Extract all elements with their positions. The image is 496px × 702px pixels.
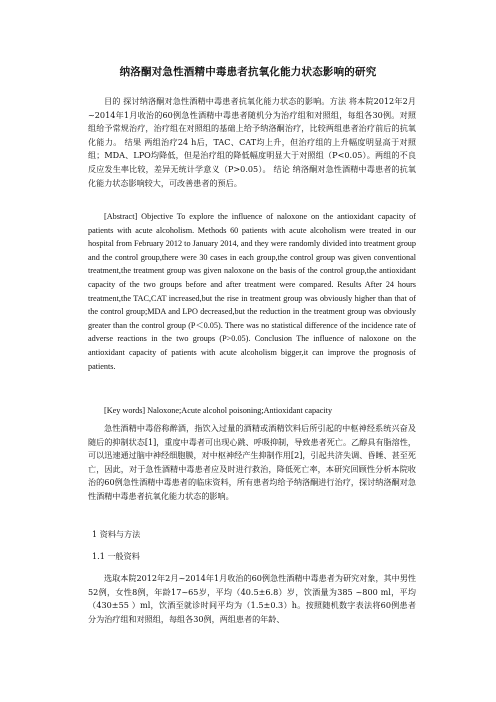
section-heading-1-1: 1.1 一般资料 (92, 551, 140, 561)
general-data-paragraph: 选取本院2012年2月~2014年1月收治的60例急性酒精中毒患者为研究对象，其中男性52例，女性8例，年龄17~65岁，平均（40.5±6.8）岁，饮酒量为385 ~800 ml，平均（430±55 ）ml，饮酒至就诊时间平均为（1.5±0.3）h。按照随机数字表法将60例患者分为治疗组和对照组，每组各30例，两组患者的年龄、 (88, 573, 416, 624)
paper-title: 纳洛酮对急性酒精中毒患者抗氧化能力状态影响的研究 (119, 66, 377, 78)
abstract-chinese: 目的 探讨纳洛酮对急性酒精中毒患者抗氧化能力状态的影响。方法 将本院2012年2月~2014年1月收治的60例急性酒精中毒患者随机分为治疗组和对照组，每组各30例。对照组给予常规治疗，治疗组在对照组的基础上给予纳洛酮治疗，比较两组患者治疗前后的抗氧化能力。 结果 两组治疗24 h后，TAC、CAT均上升，但治疗组的上升幅度明显高于对照组；MDA、LPO均降低，但是治疗组的降低幅度明显大于对照组（P<0.05）。两组的不良反应发生率比较，差异无统计学意义（P>0.05）。 结论 纳洛酮对急性酒精中毒患者的抗氧化能力状态影响较大，可改善患者的预后。 (88, 96, 416, 188)
section-heading-1: 1 资料与方法 (92, 529, 141, 539)
abstract-english: [Abstract] Objective To explore the influence of naloxone on the antioxidant capacity of patients with acute alcoholism. Methods 60 patients with acute alcoholism were treated in our hospital from February 2012 to January 2014, and they were randomly divided into treatment group and the control group,there were 30 cases in each group,the control group was given conventional treatment,the treatment group was given naloxone on the basis of the control group,the antioxidant capacity of the two groups before and after treatment were compared. Results After 24 hours treatment,the TAC,CAT increased,but the rise in treatment group was obviously higher than that of the control group;MDA and LPO decreased,but the reduction in the treatment group was obviously greater than the control group (P＜0.05). There was no statistical difference of the incidence rate of adverse reactions in the two groups (P>0.05). Conclusion The influence of naloxone on the antioxidant capacity of patients with acute alcoholism bigger,it can improve the prognosis of patients. (88, 212, 416, 371)
introduction-paragraph: 急性酒精中毒俗称醉酒，指饮入过量的酒精或酒精饮料后所引起的中枢神经系统兴奋及随后的抑制状态[1]，重度中毒者可出现心跳、呼吸抑制，导致患者死亡。乙醇具有脂溶性，可以迅速通过脑中神经细胞膜，对中枢神经产生抑制作用[2]，引起共济失调、昏睡、甚至死亡，因此，对于急性酒精中毒患者应及时进行救治，降低死亡率，本研究回顾性分析本院收治的60例急性酒精中毒患者的临床资料，所有患者均给予纳洛酮进行治疗，探讨纳洛酮对急性酒精中毒患者抗氧化能力状态的影响。 (88, 423, 416, 501)
keywords: [Key words] Naloxone;Acute alcohol poisoning;Antioxidant capacity (104, 406, 333, 415)
